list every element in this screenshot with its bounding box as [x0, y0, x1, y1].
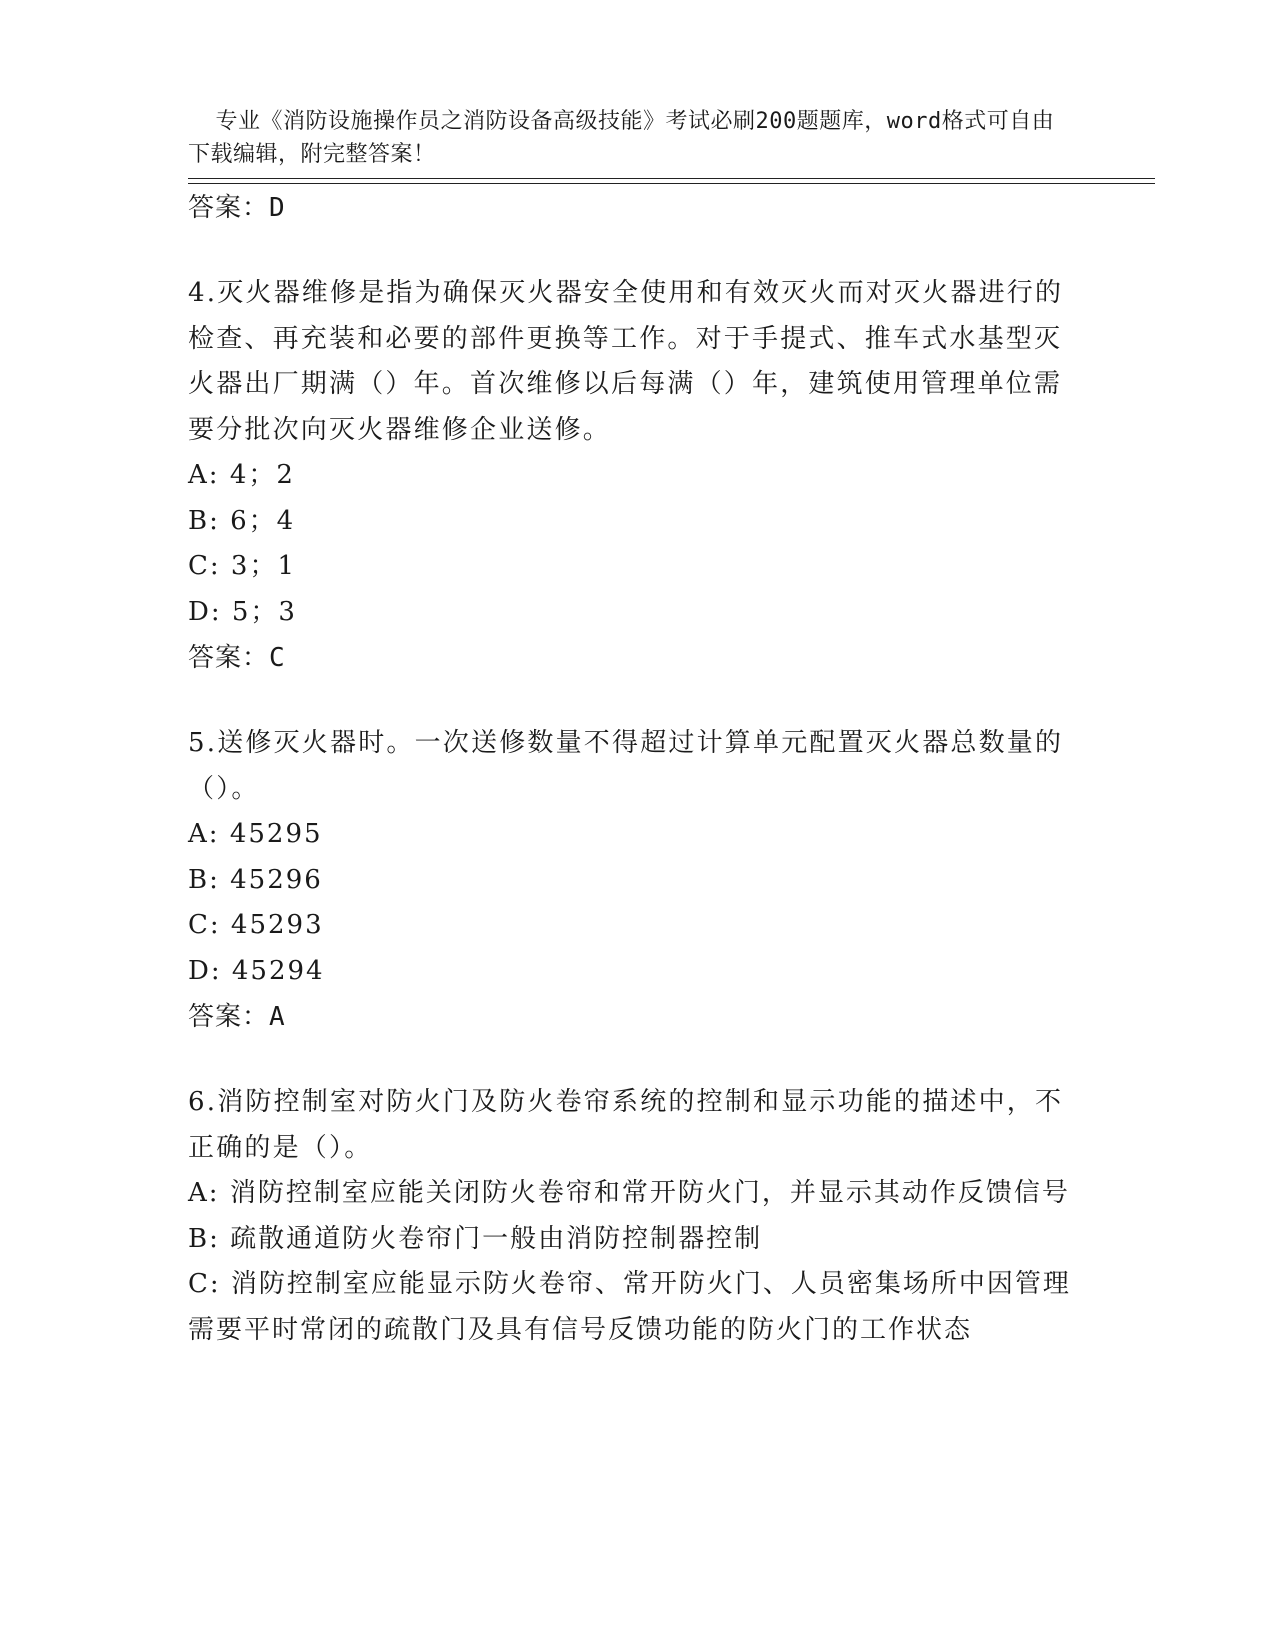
- option-letter: C:: [188, 1269, 221, 1299]
- option-letter: C:: [188, 551, 221, 581]
- option-letter: D:: [188, 955, 222, 986]
- option-text: 3；1: [230, 551, 297, 581]
- option-text: 消防控制室应能显示防火卷帘、常开防火门、人员密集场所中因管理需要平时常闭的疏散门及具有信号反馈功能的防火门的工作状态: [188, 1269, 1071, 1345]
- answer-line: 答案：C: [188, 643, 286, 673]
- question-item: [188, 1080, 1088, 1353]
- option-c: [188, 1262, 1088, 1353]
- option-letter: B:: [188, 505, 220, 536]
- option-a: [188, 812, 1088, 858]
- option-text: 疏散通道防火卷帘门一般由消防控制器控制: [230, 1223, 763, 1254]
- document-body: [188, 185, 1088, 1353]
- option-letter: B:: [188, 1223, 220, 1254]
- option-letter: B:: [188, 864, 220, 895]
- option-text: 45295: [229, 819, 323, 849]
- option-text: 45296: [230, 864, 323, 895]
- option-letter: A:: [188, 1178, 220, 1208]
- option-a: [188, 1171, 1088, 1217]
- option-text: 45294: [231, 955, 325, 986]
- question-text: 5.送修灭火器时。一次送修数量不得超过计算单元配置灭火器总数量的（）。: [188, 728, 1064, 804]
- option-text: 4；2: [229, 460, 295, 490]
- option-letter: A:: [188, 460, 220, 490]
- answer-line: 答案：D: [188, 193, 286, 223]
- option-text: 消防控制室应能关闭防火卷帘和常开防火门，并显示其动作反馈信号: [229, 1178, 1070, 1208]
- option-letter: A:: [188, 819, 220, 849]
- document-header: [188, 72, 1068, 171]
- option-c: [188, 544, 1088, 590]
- option-b: [188, 858, 1088, 904]
- question-text: 6.消防控制室对防火门及防火卷帘系统的控制和显示功能的描述中，不正确的是（）。: [188, 1087, 1064, 1163]
- option-letter: C:: [188, 910, 221, 940]
- question-item: [188, 271, 1088, 681]
- header-rule-bottom: [188, 183, 1155, 184]
- option-b: [188, 1217, 1088, 1263]
- header-title: 专业《消防设施操作员之消防设备高级技能》考试必刷200题题库，word格式可自由下载编辑，附完整答案！: [188, 109, 1055, 167]
- option-text: 5；3: [231, 596, 297, 627]
- option-a: [188, 453, 1088, 499]
- option-text: 45293: [230, 910, 324, 940]
- header-rule-top: [188, 178, 1155, 179]
- option-letter: D:: [188, 596, 222, 627]
- answer-line: 答案：A: [188, 1002, 286, 1032]
- option-d: [188, 590, 1088, 636]
- option-c: [188, 903, 1088, 949]
- question-item: [188, 721, 1088, 1040]
- option-b: [188, 499, 1088, 545]
- option-text: 6；4: [230, 505, 296, 536]
- option-d: [188, 949, 1088, 995]
- question-text: 4.灭火器维修是指为确保灭火器安全使用和有效灭火而对灭火器进行的检查、再充装和必要的部件更换等工作。对于手提式、推车式水基型灭火器出厂期满（）年。首次维修以后每满（）年，建筑使用管理单位需要分批次向灭火器维修企业送修。: [188, 278, 1064, 445]
